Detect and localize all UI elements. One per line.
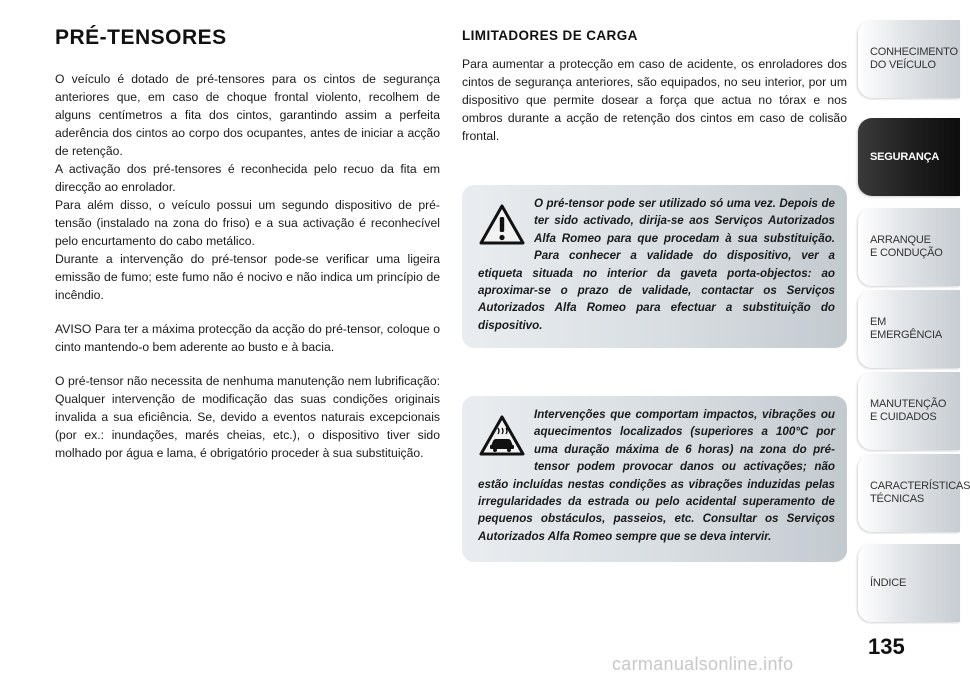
tab-seguranca[interactable] — [858, 118, 960, 196]
section-tabs — [858, 0, 970, 677]
warning-box-single-use — [462, 185, 847, 348]
tab-label: MANUTENÇÃO E CUIDADOS — [870, 398, 947, 423]
tab-conhecimento-do-veiculo[interactable] — [858, 20, 960, 98]
warning-triangle-icon — [478, 201, 526, 249]
tab-label: SEGURANÇA — [870, 150, 940, 163]
paragraph: Para além disso, o veículo possui um segundo dispositivo de pré-tensão (instalado na zona do friso) e a sua activação é reconhecível pelo encurtamento do cabo metálico. — [55, 198, 440, 248]
notice-paragraph: AVISO Para ter a máxima protecção da acção do pré-tensor, coloque o cinto mantendo-o bem aderente ao busto e à bacia. — [55, 322, 440, 354]
paragraph: O pré-tensor não necessita de nenhuma manutenção nem lubrificação: Qualquer intervenção de modificação das suas condições originais invalida a sua eficiência. Se, devido a eventos naturais excepcionais (por ex.: inundações, marés cheias, etc.), o dispositivo tiver sido molhado por água e lama, é obrigatório proceder à sua substituição. — [55, 374, 440, 460]
section-title-pre-tensores: PRÉ-TENSORES — [55, 26, 227, 49]
car-hazard-icon — [478, 412, 526, 460]
tab-em-emergencia[interactable] — [858, 290, 960, 368]
tab-label: ARRANQUE E CONDUÇÃO — [870, 234, 943, 259]
tab-caracteristicas-tecnicas[interactable] — [858, 454, 970, 532]
tab-arranque-e-conducao[interactable] — [858, 208, 960, 286]
pre-tensores-body — [55, 70, 440, 462]
tab-label: EM EMERGÊNCIA — [870, 316, 942, 341]
paragraph: Durante a intervenção do pré-tensor pode-se verificar uma ligeira emissão de fumo; este fumo não é nocivo e não indica um princípio de incêndio. — [55, 252, 440, 302]
tab-indice[interactable] — [858, 544, 960, 622]
limitadores-body — [462, 55, 847, 145]
tab-manutencao-e-cuidados[interactable] — [858, 372, 960, 450]
section-title-limitadores: LIMITADORES DE CARGA — [462, 28, 638, 43]
tab-label: CARACTERÍSTICAS TÉCNICAS — [870, 480, 970, 505]
warning-text: O pré-tensor pode ser utilizado só uma vez. Depois de ter sido activado, dirija-se aos Serviços Autorizados Alfa Romeo para que procedam à sua substituição. Para conhecer a validade do dispositivo, ver a etiqueta situada no interior da gaveta porta-objectos: ao aproximar-se o prazo de validade, contactar os Serviços Autorizados Alfa Romeo para efectuar a substituição do dispositivo. — [478, 197, 835, 332]
warning-box-interventions — [462, 396, 847, 562]
paragraph: A activação dos pré-tensores é reconhecida pelo recuo da fita em direcção ao enrolador. — [55, 162, 440, 194]
page-number: 135 — [868, 634, 905, 659]
watermark: carmanualsonline.info — [612, 654, 794, 674]
paragraph: Para aumentar a protecção em caso de acidente, os enroladores dos cintos de segurança anteriores, são equipados, no seu interior, por um dispositivo que permite dosear a força que actua no tórax e nos ombros durante a acção de retenção dos cintos em caso de colisão frontal. — [462, 57, 847, 143]
paragraph: O veículo é dotado de pré-tensores para os cintos de segurança anteriores que, em caso de choque frontal violento, recolhem de alguns centímetros a fita dos cintos, garantindo assim a perfeita aderência dos cintos ao corpo dos ocupantes, antes de iniciar a acção de retenção. — [55, 72, 440, 158]
tab-label: CONHECIMENTO DO VEÍCULO — [870, 46, 958, 71]
warning-text: Intervenções que comportam impactos, vibrações ou aquecimentos localizados (superiores a 100°C por uma duração máxima de 6 horas) na zona do pré-tensor podem provocar danos ou activações; não estão incluídas nestas condições as vibrações induzidas pelas irregularidades da estrada ou pelo acidental superamento de pequenos obstáculos, passeios, etc. Consultar os Serviços Autorizados Alfa Romeo sempre que se deva intervir. — [478, 408, 835, 543]
tab-label: ÍNDICE — [870, 576, 907, 589]
